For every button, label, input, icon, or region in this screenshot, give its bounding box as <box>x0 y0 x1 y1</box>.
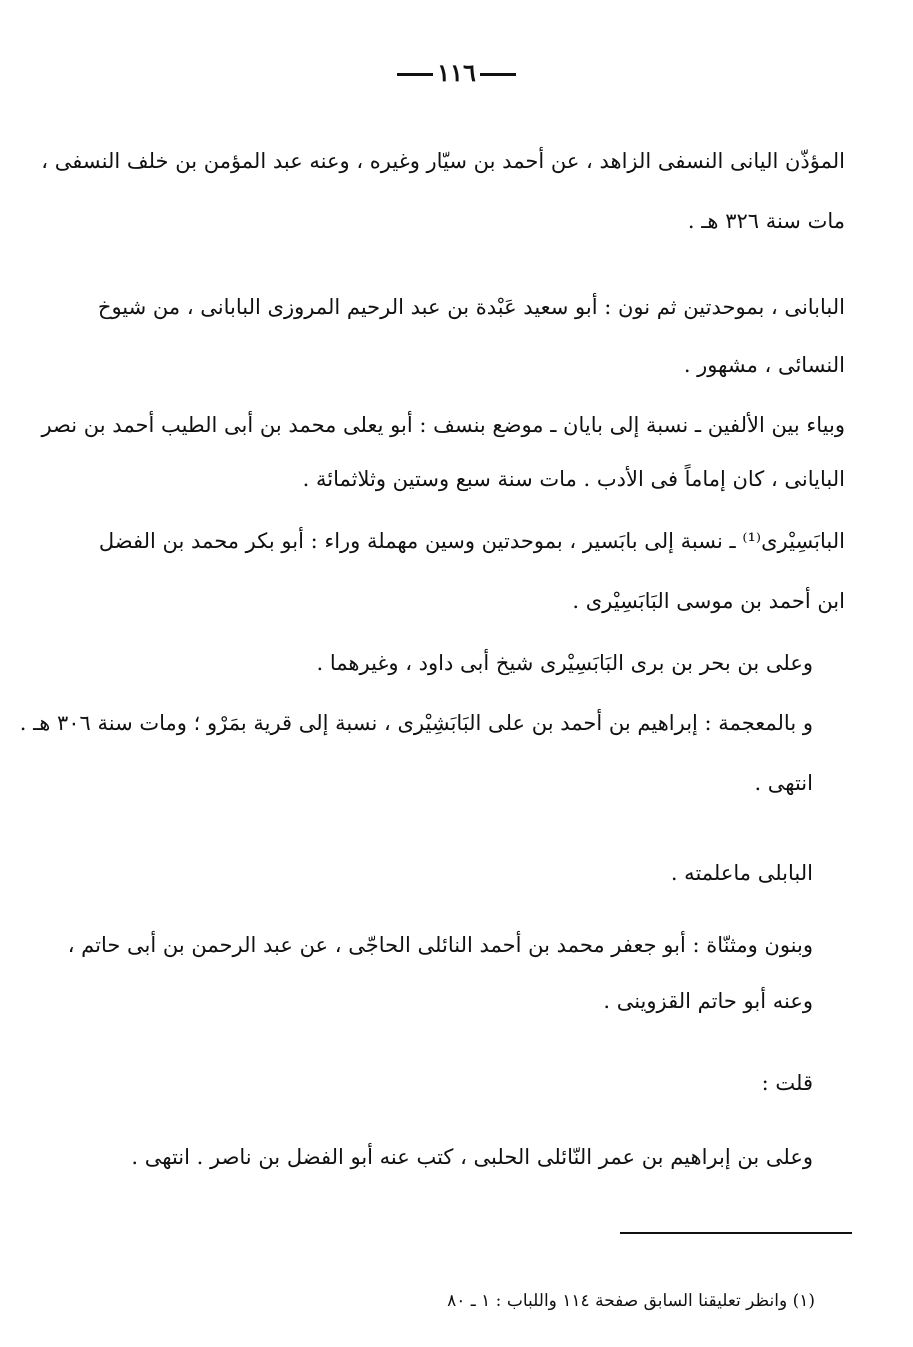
text-line: البابلى ماعلمته . <box>670 861 813 885</box>
text-line: البايانى ، كان إماماً فى الأدب . مات سنة سبع وستين وثلاثمائة . <box>302 467 845 491</box>
text-line: وبنون ومثنّاة : أبو جعفر محمد بن أحمد النائلى الحاجّى ، عن عبد الرحمن بن أبى حاتم ، <box>67 933 813 957</box>
text-line: وعنه أبو حاتم القزوينى . <box>603 989 813 1013</box>
text-line: البابانى ، بموحدتين ثم نون : أبو سعيد عَبْدة بن عبد الرحيم المروزى البابانى ، من شيوخ <box>97 295 845 319</box>
page-number-dash <box>480 73 516 76</box>
footnote: (١) وانظر تعليقنا السابق صفحة ١١٤ واللباب : ١ ـ ٨٠ <box>447 1291 815 1311</box>
text-line: مات سنة ٣٢٦ هـ . <box>687 209 845 233</box>
text-line: ابن أحمد بن موسى البَابَسِيْرى . <box>572 589 845 613</box>
text-line: انتهى . <box>754 771 813 795</box>
text-line: و بالمعجمة : إبراهيم بن أحمد بن على البَابَشِيْرى ، نسبة إلى قرية بمَرْو ؛ ومات سنة ٣٠٦ هـ . <box>19 711 813 735</box>
page-number-dash <box>397 73 433 76</box>
text-line: وبياء بين الألفين ـ نسبة إلى بايان ـ موضع بنسف : أبو يعلى محمد بن أبى الطيب أحمد بن نصر <box>41 413 845 437</box>
text-line: قلت : <box>761 1071 813 1095</box>
text-line: وعلى بن بحر بن برى البَابَسِيْرى شيخ أبى داود ، وغيرهما . <box>316 651 813 675</box>
text-line: النسائى ، مشهور . <box>683 353 845 377</box>
text-line: وعلى بن إبراهيم بن عمر النّائلى الحلبى ، كتب عنه أبو الفضل بن ناصر . انتهى . <box>131 1145 813 1169</box>
text-line: البابَسِيْرى⁽¹⁾ ـ نسبة إلى بابَسير ، بموحدتين وسين مهملة وراء : أبو بكر محمد بن الفضل <box>98 529 845 553</box>
page-number-text: ١١٦ <box>437 58 476 87</box>
text-line: المؤذّن اليانى النسفى الزاهد ، عن أحمد بن سيّار وغيره ، وعنه عبد المؤمن بن خلف النسفى ، <box>41 149 845 173</box>
page-number <box>0 58 913 87</box>
footnote-divider <box>620 1232 852 1234</box>
